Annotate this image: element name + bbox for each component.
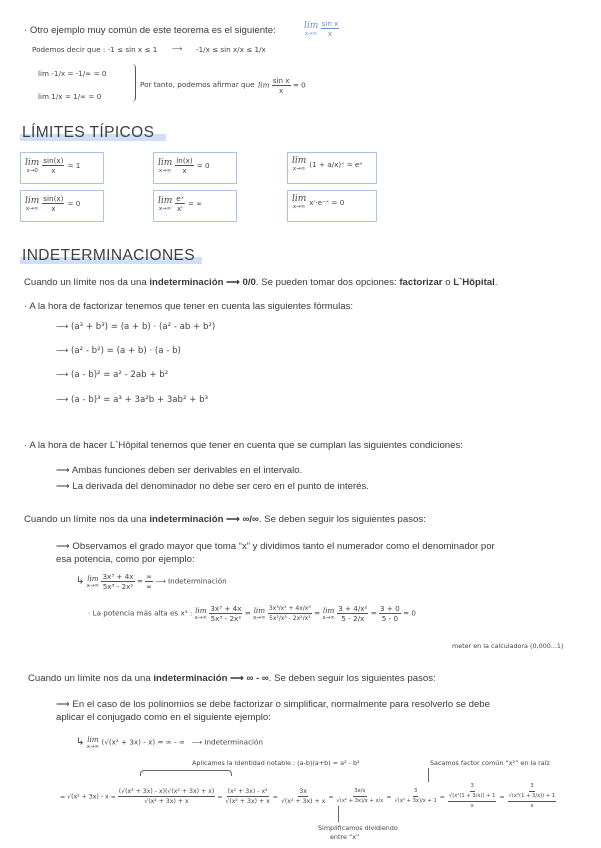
podemos-line: Podemos decir que : -1 ≤ sin x ≤ 1 (32, 45, 158, 54)
p7-line1: ⟶ En el caso de los polinomios se debe factorizar o simplificar, normalmente para resolverlo se debe (56, 699, 490, 710)
lim-sub: x→∞ (304, 30, 318, 37)
limit-box-sub: x→∞ (158, 205, 172, 212)
formula-2: ⟶ (a² - b²) = (a + b) · (a - b) (56, 346, 181, 356)
example-3: ↳ lim x→∞ (√(x² + 3x) - x) = ∞ - ∞ ⟶ Indeterminación (76, 735, 263, 750)
limit-box-result: = 0 (196, 161, 210, 170)
limit-box-fraction: $\frac{\text{eˣ}}{\text{xʳ}}$ (176, 194, 184, 213)
limit-box-sub: x→0 (26, 167, 38, 174)
formula-4: ⟶ (a - b)³ = a³ + 3a²b + 3ab² + b³ (56, 395, 209, 405)
annotation-identity: Aplicamos la identidad notable : (a-b)(a+b) = a² - b² (192, 759, 360, 767)
limit-box-expr: xʳ·e⁻ˣ = 0 (309, 197, 345, 207)
heading-indeterminaciones: INDETERMINACIONES (22, 247, 196, 264)
annotation-brace (140, 770, 232, 776)
limit-box: lim x→∞ (1 + a/x)ˣ = eᵃ (287, 152, 377, 184)
cond-2: ⟶ La derivada del denominador no debe ser cero en el punto de interés. (56, 481, 369, 492)
limit-box: lim x→∞ $\frac{\text{eˣ}}{\text{xʳ}}$ = ∞ (153, 190, 237, 222)
intro-line: · Otro ejemplo muy común de este teorema es el siguiente: (24, 25, 276, 36)
limit-box: lim x→∞ $\frac{\sin(x)}{x}$ = 0 (20, 190, 104, 222)
row2: lim 1/x = 1/∞ = 0 (38, 92, 102, 101)
limit-box-sub: x→∞ (292, 204, 306, 210)
cond-1: ⟶ Ambas funciones deben ser derivables en el intervalo. (56, 465, 303, 476)
limit-box-result: = 1 (67, 161, 81, 170)
limit-box-result: = 0 (67, 199, 81, 208)
example-1: ↳ lim x→∞ $\frac{\text{3x³ + 4x}}{\text{5x³ - 2x²}}$ = $\frac{\infty}{\infty}$ ⟶ Indeterminación (76, 572, 227, 591)
annotation-simplify-2: entre “x” (330, 833, 360, 841)
brace (131, 64, 136, 102)
limit-box-sub: x→∞ (25, 205, 39, 212)
limit-box: lim x→0 $\frac{\sin(x)}{x}$ = 1 (20, 152, 104, 184)
limit-box-fraction: $\frac{\ln(x)}{x}$ (176, 156, 193, 175)
formula-1: ⟶ (a³ + b³) = (a + b) · (a² - ab + b²) (56, 322, 216, 332)
intro-fraction: $\frac{\text{sin x}}{x}$ (321, 19, 339, 38)
conclusion: Por tanto, podemos afirmar que (140, 80, 255, 89)
example-4: = √(x² + 3x) - x = $\frac{\text{(√(x² + 3x) - x)(√(x² + 3x) + x)}}{\text{√(x² + 3x) + x}}$ = $\frac{\text{(x² + 3x) - x²}}{\text{√(x² + 3x) + x}}$ = $\frac{3x}{\text{√(x² + 3x) + x}}$ = $\frac{3x/x}{\text{√(x² + 3x)/x + x/x}}$ = $\frac{3}{\text{√(x² + 3x)/x + 1}}$ = $\frac{3}{\frac{\text{√(x²(1 + 3/x)) + 1}}{x}}$ = $\frac{3}{\frac{\text{√(x²(1 + 3/x)) + 1}}{x}}$ (60, 783, 556, 809)
annotation-simplify: Simplificamos dividiendo (318, 824, 398, 832)
p7-line2: aplicar el conjugado como en el siguiente ejemplo: (56, 712, 271, 723)
limit-box: lim x→∞ xʳ·e⁻ˣ = 0 (287, 190, 377, 222)
limit-box-fraction: $\frac{\sin(x)}{x}$ (43, 194, 64, 213)
limit-box-fraction: $\frac{\sin(x)}{x}$ (43, 156, 64, 175)
lim-word: lim (304, 20, 319, 31)
p4: Cuando un límite nos da una indeterminación ⟶ ∞/∞. Se deben seguir los siguientes pasos: (24, 514, 426, 525)
annotation-factor-arrow (428, 768, 429, 782)
p5-line2: esa potencia, como por ejemplo: (56, 554, 195, 565)
ineq-a: -1/x ≤ sin x/x ≤ 1/x (196, 45, 266, 54)
limit-box-expr: (1 + a/x)ˣ = eᵃ (309, 159, 363, 169)
intro-limit (304, 19, 339, 38)
limit-box-sub: x→∞ (292, 166, 306, 172)
row1: lim -1/x = -1/∞ = 0 (38, 69, 107, 78)
p3: · A la hora de hacer L`Hôpital tenemos que tener en cuenta que se cumplan las siguientes condiciones: (24, 440, 463, 451)
limit-box-sub: x→∞ (158, 167, 172, 174)
meter-note: meter en la calculadora (0,000...1) (452, 642, 564, 650)
limit-box-result: = ∞ (187, 199, 203, 208)
p5-line1: ⟶ Observamos el grado mayor que toma “x” y dividimos tanto el numerador como el denominador por (56, 541, 495, 552)
p6: Cuando un límite nos da una indeterminación ⟶ ∞ - ∞. Se deben seguir los siguientes pasos: (28, 673, 436, 684)
p2: · A la hora de factorizar tenemos que tener en cuenta las siguientes fórmulas: (24, 301, 354, 312)
conclusion-limit: lim $\frac{\text{sin x}}{x}$ = 0 (258, 76, 306, 95)
example-2: · La potencia más alta es x³ : lim x→∞ $\frac{\text{3x³ + 4x}}{\text{5x³ - 2x²}}$ = lim x→∞ $\frac{\text{3x³/x³ + 4x/x³}}{\text{5x³/x³ - 2x²/x³}}$ = lim x→∞ $\frac{\text{3 + 4/x²}}{5 - 2/x}$ = $\frac{3 + 0}{5 - 0}$ = 0 (88, 604, 416, 623)
annotation-factor: Sacamos factor común “x²” en la raíz (430, 759, 550, 767)
podemos-arrow: ⟶ (172, 44, 183, 53)
formula-3: ⟶ (a - b)² = a² - 2ab + b² (56, 370, 169, 380)
limit-box: lim x→∞ $\frac{\ln(x)}{x}$ = 0 (153, 152, 237, 184)
p1: Cuando un límite nos da una indeterminación ⟶ 0/0. Se pueden tomar dos opciones: factorizar o L`Hôpital. (24, 277, 498, 288)
heading-limites-tipicos: LÍMITES TÍPICOS (22, 124, 155, 141)
